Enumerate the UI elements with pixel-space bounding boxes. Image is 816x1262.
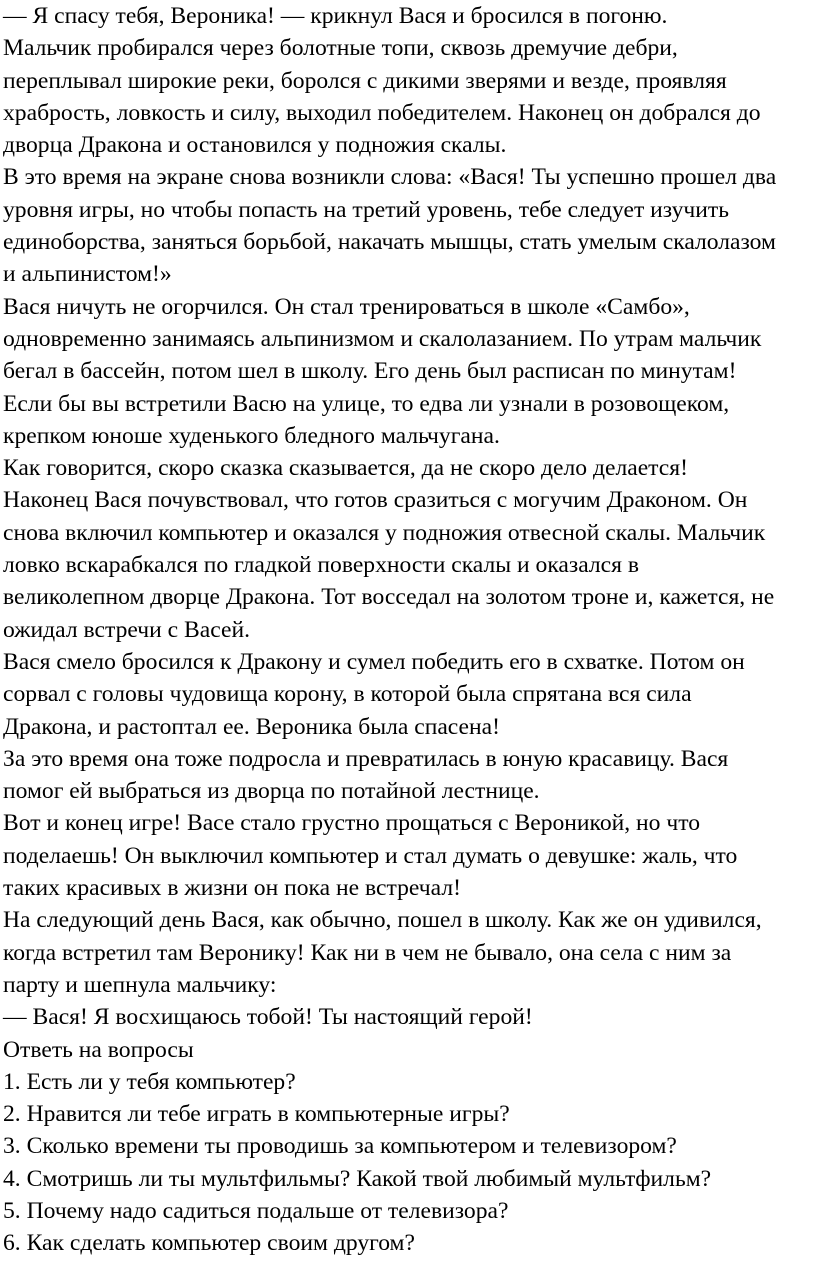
text-line: — Я спасу тебя, Вероника! — крикнул Вася и бросился в погоню. bbox=[3, 3, 668, 29]
document-page bbox=[3, 0, 816, 1260]
text-line: ожидал встречи с Васей. bbox=[3, 616, 250, 643]
text-line: ловко вскарабкался по гладкой поверхности скалы и оказался в bbox=[3, 552, 640, 579]
text-line: и альпинистом!» bbox=[3, 261, 172, 288]
text-line: помог ей выбраться из дворца по потайной лестнице. bbox=[3, 778, 540, 805]
text-line: крепком юноше худенького бледного мальчугана. bbox=[3, 422, 500, 449]
question-item: 3. Сколько времени ты проводишь за компьютером и телевизором? bbox=[3, 1133, 677, 1160]
question-item: 2. Нравится ли тебе играть в компьютерные игры? bbox=[3, 1101, 510, 1128]
question-item: 1. Есть ли у тебя компьютер? bbox=[3, 1068, 296, 1095]
text-line: На следующий день Вася, как обычно, пошел в школу. Как же он удивился, bbox=[3, 907, 762, 934]
text-line: дворца Дракона и остановился у подножия скалы. bbox=[3, 132, 507, 159]
text-line: Мальчик пробирался через болотные топи, сквозь дремучие дебри, bbox=[3, 35, 678, 62]
text-line: таких красивых в жизни он пока не встречал! bbox=[3, 875, 461, 902]
text-line: переплывал широкие реки, боролся с дикими зверями и везде, проявляя bbox=[3, 67, 727, 94]
text-line: когда встретил там Веронику! Как ни в чем не бывало, она села с ним за bbox=[3, 939, 732, 966]
text-line: В это время на экране снова возникли слова: «Вася! Ты успешно прошел два bbox=[3, 164, 777, 191]
question-item: 5. Почему надо садиться подальше от телевизора? bbox=[3, 1197, 509, 1224]
question-item: 4. Смотришь ли ты мультфильмы? Какой твой любимый мультфильм? bbox=[3, 1165, 712, 1192]
text-line: — Вася! Я восхищаюсь тобой! Ты настоящий герой! bbox=[3, 1004, 533, 1031]
questions-section bbox=[3, 1034, 816, 1260]
text-line: За это время она тоже подросла и превратилась в юную красавицу. Вася bbox=[3, 745, 729, 772]
text-line: Дракона, и растоптал ее. Вероника была спасена! bbox=[3, 713, 500, 740]
text-line: Вася смело бросился к Дракону и сумел победить его в схватке. Потом он bbox=[3, 648, 745, 675]
story-text bbox=[3, 0, 816, 1034]
text-line: Как говорится, скоро сказка сказывается, да не скоро дело делается! bbox=[3, 455, 688, 482]
question-item: 6. Как сделать компьютер своим другом? bbox=[3, 1230, 415, 1257]
text-line: Вот и конец игре! Васе стало грустно прощаться с Вероникой, но что bbox=[3, 810, 701, 837]
text-line: великолепном дворце Дракона. Тот восседал на золотом троне и, кажется, не bbox=[3, 584, 775, 611]
text-line: Вася ничуть не огорчился. Он стал тренироваться в школе «Самбо», bbox=[3, 293, 690, 320]
text-line: Наконец Вася почувствовал, что готов сразиться с могучим Драконом. Он bbox=[3, 487, 748, 514]
text-line: парту и шепнула мальчику: bbox=[3, 971, 277, 998]
text-line: бегал в бассейн, потом шел в школу. Его день был расписан по минутам! bbox=[3, 358, 737, 385]
text-line: одновременно занимаясь альпинизмом и скалолазанием. По утрам мальчик bbox=[3, 325, 762, 352]
text-line: уровня игры, но чтобы попасть на третий уровень, тебе следует изучить bbox=[3, 196, 729, 223]
text-line: поделаешь! Он выключил компьютер и стал думать о девушке: жаль, что bbox=[3, 842, 738, 869]
text-line: снова включил компьютер и оказался у подножия отвесной скалы. Мальчик bbox=[3, 519, 766, 546]
questions-heading: Ответь на вопросы bbox=[3, 1036, 194, 1063]
text-line: единоборства, заняться борьбой, накачать мышцы, стать умелым скалолазом bbox=[3, 229, 776, 256]
text-line: храбрость, ловкость и силу, выходил победителем. Наконец он добрался до bbox=[3, 99, 761, 126]
text-line: Если бы вы встретили Васю на улице, то едва ли узнали в розовощеком, bbox=[3, 390, 730, 417]
text-line: сорвал с головы чудовища корону, в которой была спрятана вся сила bbox=[3, 681, 692, 708]
